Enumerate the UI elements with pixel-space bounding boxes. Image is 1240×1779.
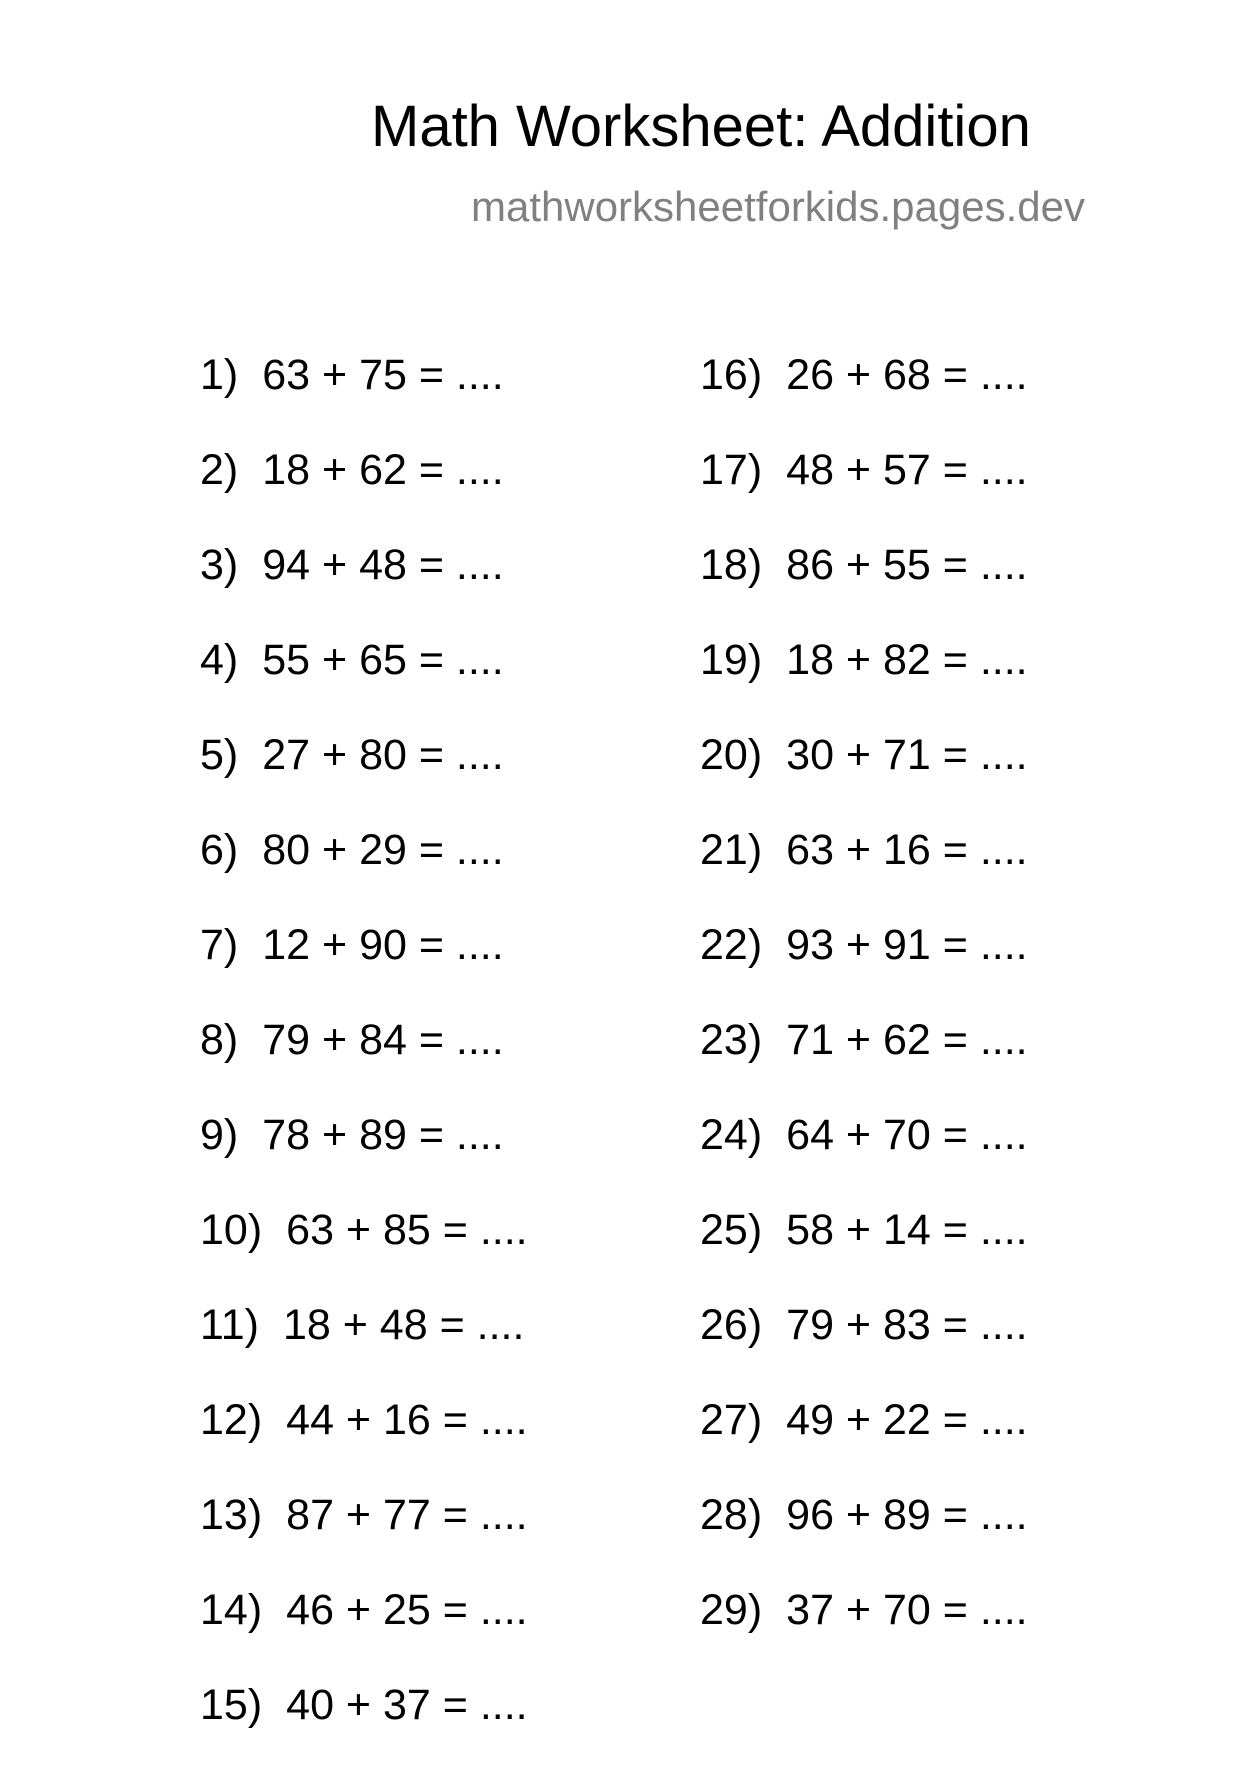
problem-item [700,921,1028,1019]
problem-item [700,351,1028,449]
problem-number: 12) [200,1396,263,1444]
problem-column-right [700,351,1028,1684]
problem-item [200,1396,528,1494]
problem-expression: 18 + 62 = .... [262,446,504,494]
problem-item [200,636,528,734]
problem-number: 26) [700,1301,763,1349]
problem-number: 14) [200,1586,263,1634]
problem-item [200,1206,528,1304]
problem-expression: 78 + 89 = .... [262,1111,504,1159]
problem-expression: 58 + 14 = .... [786,1206,1028,1254]
problem-item [700,1206,1028,1304]
problem-expression: 18 + 82 = .... [786,636,1028,684]
problem-number: 2) [200,446,239,494]
problem-expression: 12 + 90 = .... [262,921,504,969]
problem-number: 13) [200,1491,263,1539]
problem-item [700,1491,1028,1589]
problem-number: 15) [200,1681,263,1729]
problem-number: 9) [200,1111,239,1159]
problem-number: 11) [200,1301,259,1349]
problem-number: 1) [200,351,239,399]
problem-number: 4) [200,636,239,684]
problem-expression: 55 + 65 = .... [262,636,504,684]
problem-number: 23) [700,1016,763,1064]
problem-expression: 40 + 37 = .... [286,1681,528,1729]
problem-number: 5) [200,731,239,779]
problem-expression: 18 + 48 = .... [282,1301,525,1349]
problem-item [700,826,1028,924]
problem-number: 18) [700,541,763,589]
problem-item [200,1016,528,1114]
problem-item [700,1586,1028,1684]
problem-expression: 93 + 91 = .... [786,921,1028,969]
problem-item [200,731,528,829]
problem-item [200,351,528,449]
problem-expression: 63 + 85 = .... [286,1206,528,1254]
problem-number: 17) [700,446,763,494]
problem-expression: 46 + 25 = .... [286,1586,528,1634]
problem-item [700,731,1028,829]
problem-item [200,446,528,544]
problem-number: 24) [700,1111,763,1159]
problem-expression: 86 + 55 = .... [786,541,1028,589]
problem-number: 19) [700,636,763,684]
problem-column-left [200,351,528,1779]
problem-expression: 79 + 83 = .... [786,1301,1028,1349]
problem-number: 29) [700,1586,763,1634]
problem-item [200,1586,528,1684]
problem-number: 22) [700,921,763,969]
problem-expression: 49 + 22 = .... [786,1396,1028,1444]
problem-number: 10) [200,1206,263,1254]
problem-expression: 48 + 57 = .... [786,446,1028,494]
problem-item [200,1681,528,1779]
problem-number: 20) [700,731,763,779]
problem-number: 16) [700,351,763,399]
problem-expression: 71 + 62 = .... [786,1016,1028,1064]
problem-expression: 64 + 70 = .... [786,1111,1028,1159]
problem-expression: 79 + 84 = .... [262,1016,504,1064]
problem-expression: 87 + 77 = .... [286,1491,528,1539]
problem-number: 8) [200,1016,239,1064]
problem-number: 27) [700,1396,763,1444]
problem-item [700,1016,1028,1114]
problem-item [700,1396,1028,1494]
problem-item [700,541,1028,639]
problem-expression: 80 + 29 = .... [262,826,504,874]
problem-expression: 63 + 75 = .... [262,351,504,399]
problem-item [700,1301,1028,1399]
problem-number: 25) [700,1206,763,1254]
problem-expression: 63 + 16 = .... [786,826,1028,874]
problem-item [700,636,1028,734]
problem-expression: 30 + 71 = .... [786,731,1028,779]
problem-item [200,1111,528,1209]
problem-expression: 96 + 89 = .... [786,1491,1028,1539]
problem-expression: 94 + 48 = .... [262,541,504,589]
problem-item [700,1111,1028,1209]
problem-item [200,1491,528,1589]
problem-item [200,921,528,1019]
problem-expression: 44 + 16 = .... [286,1396,528,1444]
problem-number: 3) [200,541,239,589]
problem-item [200,541,528,639]
problem-number: 28) [700,1491,763,1539]
problem-number: 7) [200,921,239,969]
problem-expression: 27 + 80 = .... [262,731,504,779]
problem-number: 21) [700,826,763,874]
problem-expression: 26 + 68 = .... [786,351,1028,399]
worksheet-title: Math Worksheet: Addition [371,94,1031,159]
worksheet-source-url: mathworksheetforkids.pages.dev [471,183,1085,230]
problem-item [200,1301,528,1399]
problem-item [200,826,528,924]
problem-number: 6) [200,826,239,874]
problem-item [700,446,1028,544]
problem-expression: 37 + 70 = .... [786,1586,1028,1634]
